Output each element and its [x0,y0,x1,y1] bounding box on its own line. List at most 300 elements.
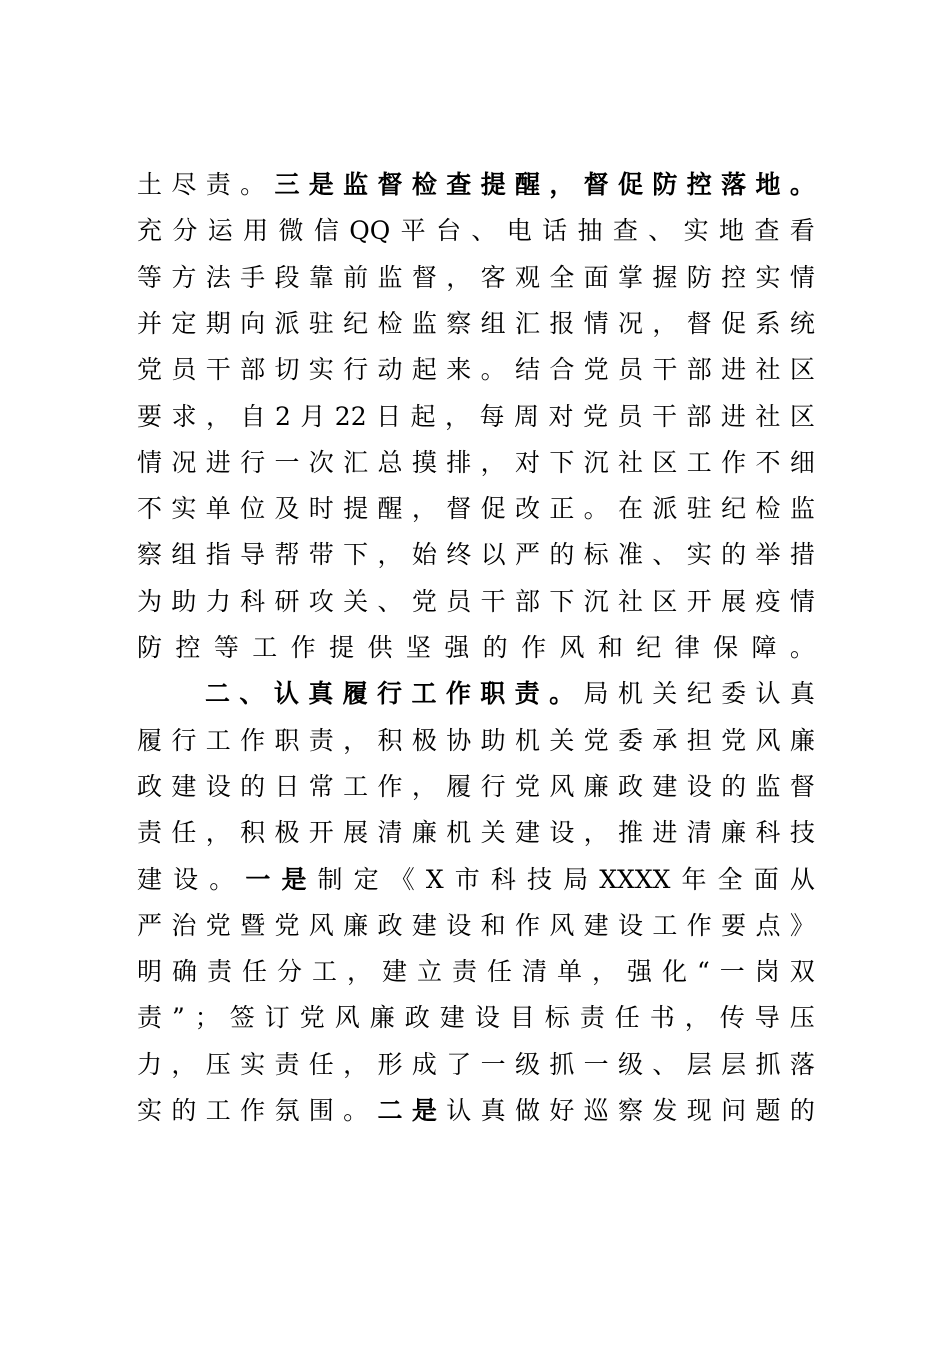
text-glyph: 氛 [274,1096,300,1125]
text-glyph: 发 [652,1096,678,1125]
text-glyph: 真 [789,679,815,709]
text-glyph: 实 [683,216,709,246]
text-glyph: 责 [274,1049,300,1079]
text-glyph: 履 [342,679,368,709]
text-glyph: 工 [205,725,231,755]
text-line [137,211,815,251]
text-glyph: 检 [755,494,781,524]
text-glyph: 三 [274,170,300,199]
text-glyph: 技 [789,818,815,848]
text-glyph: 进 [721,355,747,385]
text-glyph: 时 [308,494,334,524]
text-glyph: 责 [137,1003,163,1033]
text-glyph: 。 [549,679,575,709]
text-glyph: 防 [652,170,678,199]
text-glyph: 向 [240,308,266,338]
text-glyph: 控 [721,262,747,292]
text-glyph: 分 [172,216,198,246]
text-glyph: 和 [597,633,623,662]
text-glyph: 一 [274,447,300,477]
text-glyph: ， [411,494,437,524]
text-glyph: 的 [721,540,747,570]
text-glyph: 暨 [240,910,266,940]
text-glyph: 起 [410,401,436,431]
text-glyph: 抽 [577,216,603,246]
text-glyph: 查 [754,216,780,246]
text-glyph: 察 [446,308,472,338]
text-glyph: 控 [175,633,201,662]
text-glyph: 等 [137,262,163,292]
text-glyph: 以 [480,540,506,570]
text-line [137,1045,815,1085]
text-glyph: 责 [207,957,233,987]
text-glyph: 形 [377,1049,403,1079]
text-glyph: 积 [377,725,403,755]
text-glyph: 实 [240,1049,266,1079]
text-glyph: 签 [229,1003,255,1033]
text-glyph: 建 [439,1003,465,1033]
text-glyph: 系 [755,308,781,338]
text-glyph: 承 [652,725,678,755]
text-glyph: 定 [353,864,379,894]
text-glyph: 监 [755,771,781,801]
text-glyph: 统 [789,308,815,338]
text-line [137,952,815,992]
text-glyph: 、 [652,1049,678,1079]
text-glyph: 风 [549,771,575,801]
text-glyph: 极 [274,818,300,848]
text-glyph: 建 [652,771,678,801]
text-glyph: XXXX [599,864,671,894]
text-line [205,674,815,714]
text-glyph: 担 [686,725,712,755]
text-glyph: 好 [549,1096,575,1125]
text-glyph: 促 [721,308,747,338]
text-glyph: 级 [514,1049,540,1079]
text-glyph: 风 [334,1003,360,1033]
text-glyph: 政 [404,1003,430,1033]
text-glyph: 握 [652,262,678,292]
text-glyph: 观 [514,262,540,292]
text-line [137,998,815,1038]
text-glyph: 客 [480,262,506,292]
text-glyph: 是 [308,170,334,199]
text-glyph: 工 [312,957,338,987]
text-glyph: ， [445,401,471,431]
text-glyph: 、 [471,216,497,246]
text-glyph: 的 [171,1096,197,1125]
text-glyph: 治 [171,910,197,940]
text-glyph: 。 [789,170,815,199]
text-glyph: 部 [686,401,712,431]
text-glyph: 为 [137,586,163,616]
text-glyph: 社 [755,355,781,385]
text-glyph: 。 [343,1096,369,1125]
text-glyph: 准 [618,540,644,570]
text-glyph: 实 [308,355,334,385]
text-glyph: 党 [582,401,608,431]
text-glyph: 区 [652,447,678,477]
text-glyph: 位 [240,494,266,524]
text-glyph: ， [347,957,373,987]
text-glyph: 问 [721,1096,747,1125]
text-glyph: 纪 [636,633,662,662]
text-glyph: 平 [400,216,426,246]
text-glyph: 责 [137,818,163,848]
text-glyph: 政 [137,771,163,801]
text-line [137,860,815,900]
text-glyph: 前 [343,262,369,292]
text-glyph: 展 [721,586,747,616]
text-glyph: 责 [452,957,478,987]
text-glyph: 层 [686,1049,712,1079]
text-glyph: 》 [789,910,815,940]
text-glyph: 社 [618,586,644,616]
text-glyph: 导 [754,1003,780,1033]
text-glyph: 设 [686,771,712,801]
text-glyph: 。 [480,355,506,385]
text-glyph: 党 [721,725,747,755]
text-glyph: 举 [755,540,781,570]
text-glyph: 地 [718,216,744,246]
text-glyph: 展 [343,818,369,848]
text-glyph: 月 [300,401,326,431]
text-glyph: 进 [720,401,746,431]
text-glyph: 巡 [583,1096,609,1125]
text-glyph: 党 [299,1003,325,1033]
text-glyph: 细 [789,447,815,477]
text-glyph: 下 [549,447,575,477]
text-glyph: 、 [377,586,403,616]
text-glyph: 强 [627,957,653,987]
text-glyph: 作 [290,633,316,662]
text-glyph: 风 [549,910,575,940]
text-glyph: 干 [205,355,231,385]
text-glyph: 查 [612,216,638,246]
text-glyph: 求 [171,401,197,431]
text-glyph: 员 [171,355,197,385]
text-line [137,258,815,298]
text-glyph: 地 [755,170,781,199]
text-glyph: 下 [343,540,369,570]
text-glyph: 的 [240,771,266,801]
text-glyph: 攻 [308,586,334,616]
text-glyph: 措 [789,540,815,570]
text-glyph: 工 [411,679,437,709]
text-glyph: 要 [137,401,163,431]
text-glyph: 开 [686,586,712,616]
text-glyph: ， [446,262,472,292]
text-glyph: 面 [583,262,609,292]
text-glyph: 日 [376,401,402,431]
text-glyph: 任 [487,957,513,987]
text-glyph: 履 [137,725,163,755]
text-glyph: 导 [240,540,266,570]
text-glyph: 立 [417,957,443,987]
text-glyph: 作 [721,447,747,477]
text-glyph: 检 [411,170,437,199]
text-glyph: 话 [542,216,568,246]
text-glyph: 监 [377,262,403,292]
text-glyph: 定 [171,308,197,338]
text-glyph: 行 [240,447,266,477]
text-glyph: 尽 [171,170,197,199]
text-glyph: 汇 [514,308,540,338]
text-line [137,304,815,344]
text-glyph: 来 [446,355,472,385]
text-glyph: 障 [751,633,777,662]
text-glyph: 目 [509,1003,535,1033]
text-glyph: 工 [652,910,678,940]
text-glyph: 促 [618,170,644,199]
text-glyph: 指 [205,540,231,570]
text-glyph: 行 [343,355,369,385]
text-glyph: ， [205,401,231,431]
text-glyph: 次 [308,447,334,477]
text-glyph: 设 [618,910,644,940]
text-glyph: 的 [549,540,575,570]
text-glyph: 职 [480,679,506,709]
text-glyph: 力 [137,1049,163,1079]
text-glyph: 从 [789,864,815,894]
text-glyph: 科 [755,818,781,848]
text-glyph: 保 [713,633,739,662]
text-glyph: 建 [382,957,408,987]
text-glyph: 推 [618,818,644,848]
text-glyph: 纪 [343,308,369,338]
text-glyph: 设 [474,1003,500,1033]
text-glyph: ； [194,1003,220,1033]
text-glyph: 标 [544,1003,570,1033]
text-glyph: 实 [755,262,781,292]
text-glyph: 起 [411,355,437,385]
text-glyph: ， [592,957,618,987]
text-glyph: 落 [789,1049,815,1079]
text-glyph: 实 [171,494,197,524]
text-glyph: 。 [583,494,609,524]
text-glyph: 一 [245,864,271,894]
text-glyph: ， [343,725,369,755]
text-glyph: 制 [317,864,343,894]
text-glyph: 情 [789,586,815,616]
text-glyph: 组 [171,540,197,570]
text-glyph: 任 [308,1049,334,1079]
text-line [137,1091,815,1131]
text-glyph: 风 [559,633,585,662]
text-glyph: 点 [755,910,781,940]
text-glyph: 情 [583,308,609,338]
text-glyph: 社 [618,447,644,477]
text-glyph: 及 [274,494,300,524]
text-glyph: 督 [446,494,472,524]
text-glyph: 情 [137,447,163,477]
text-glyph: 察 [137,540,163,570]
text-glyph: 级 [618,1049,644,1079]
text-glyph: 纪 [686,679,712,709]
text-glyph: 干 [652,355,678,385]
text-glyph: 年 [681,864,707,894]
text-glyph: 提 [480,170,506,199]
text-glyph: 党 [205,910,231,940]
text-glyph: 助 [171,586,197,616]
text-glyph: 党 [583,725,609,755]
text-glyph: ， [205,818,231,848]
text-glyph: 的 [482,633,508,662]
text-glyph: 廉 [369,1003,395,1033]
text-glyph: 对 [514,447,540,477]
text-glyph: 工 [343,771,369,801]
text-glyph: 任 [171,818,197,848]
text-glyph: 督 [789,771,815,801]
text-glyph: 。 [789,633,815,662]
text-glyph: 严 [137,910,163,940]
text-glyph: 责 [308,725,334,755]
text-glyph: 监 [789,494,815,524]
text-line [137,535,815,575]
text-glyph: 一 [583,1049,609,1079]
text-glyph: 一 [480,1049,506,1079]
text-glyph: 面 [753,864,779,894]
text-glyph: 微 [278,216,304,246]
text-glyph: 助 [480,725,506,755]
text-glyph: 工 [686,447,712,477]
text-glyph: ， [377,540,403,570]
text-glyph: 供 [367,633,393,662]
text-glyph: 提 [329,633,355,662]
text-glyph: 察 [618,1096,644,1125]
text-glyph: 督 [377,170,403,199]
text-glyph: 设 [446,910,472,940]
text-glyph: 督 [686,308,712,338]
text-line [137,721,815,761]
text-glyph: ， [343,1049,369,1079]
text-glyph: 行 [171,725,197,755]
text-glyph: 传 [719,1003,745,1033]
text-glyph: ， [480,447,506,477]
text-glyph: 防 [686,262,712,292]
text-glyph: 作 [240,725,266,755]
text-glyph: 区 [789,355,815,385]
text-glyph: 员 [617,401,643,431]
text-glyph: 合 [549,355,575,385]
text-glyph: 切 [274,355,300,385]
text-glyph: X [425,864,444,894]
text-line [137,443,815,483]
text-glyph: 局 [583,679,609,709]
text-glyph: 每 [479,401,505,431]
text-glyph: 明 [137,957,163,987]
text-glyph: ， [171,1049,197,1079]
text-glyph: 疫 [755,586,781,616]
text-glyph: 抓 [755,1049,781,1079]
text-glyph: 督 [583,170,609,199]
text-glyph: 不 [137,494,163,524]
text-glyph: 始 [411,540,437,570]
text-glyph: 党 [514,771,540,801]
text-glyph: 责 [579,1003,605,1033]
text-glyph: 双 [789,957,815,987]
text-glyph: 改 [514,494,540,524]
text-line [137,628,815,668]
text-glyph: 职 [274,725,300,755]
text-glyph: 检 [377,308,403,338]
text-glyph: 机 [514,725,540,755]
text-glyph: 分 [277,957,303,987]
text-glyph: 力 [205,586,231,616]
text-glyph: 任 [242,957,268,987]
text-line [137,906,815,946]
text-glyph: 提 [343,494,369,524]
text-glyph: 促 [480,494,506,524]
text-glyph: 清 [522,957,548,987]
text-glyph: 委 [618,725,644,755]
text-glyph: 督 [411,262,437,292]
text-glyph: 正 [549,494,575,524]
text-glyph: 关 [652,679,678,709]
text-glyph: 员 [446,586,472,616]
text-glyph: 研 [274,586,300,616]
text-glyph: 党 [137,355,163,385]
text-glyph: 建 [171,771,197,801]
text-glyph: 开 [308,818,334,848]
text-glyph: 土 [137,170,163,199]
text-glyph: 法 [205,262,231,292]
text-glyph: 认 [446,1096,472,1125]
text-glyph: QQ [349,216,391,246]
text-glyph: 和 [480,910,506,940]
text-glyph: 单 [557,957,583,987]
text-glyph: 极 [411,725,437,755]
text-glyph: 市 [454,864,480,894]
text-glyph: 况 [171,447,197,477]
text-glyph: 一 [719,957,745,987]
text-glyph: 进 [205,447,231,477]
text-glyph: 岗 [754,957,780,987]
text-glyph: 机 [446,818,472,848]
text-glyph: 党 [274,910,300,940]
text-glyph: 2 [274,401,291,431]
text-glyph: 协 [446,725,472,755]
text-glyph: 《 [389,864,415,894]
text-glyph: 机 [617,679,643,709]
text-glyph: 日 [274,771,300,801]
text-glyph: 关 [343,586,369,616]
text-line [137,813,815,853]
text-glyph: 强 [444,633,470,662]
text-glyph: 围 [308,1096,334,1125]
text-glyph: 建 [411,910,437,940]
text-glyph: 沉 [583,447,609,477]
text-glyph: 建 [514,818,540,848]
text-glyph: 靠 [308,262,334,292]
text-glyph: 。 [209,864,235,894]
text-glyph: 动 [377,355,403,385]
text-glyph: 压 [789,1003,815,1033]
text-glyph: ” [172,1003,185,1033]
text-glyph: 实 [686,540,712,570]
text-glyph: 终 [446,540,472,570]
text-glyph: 廉 [343,910,369,940]
text-glyph: 廉 [789,725,815,755]
text-glyph: 部 [686,355,712,385]
text-glyph: 廉 [583,771,609,801]
text-glyph: 层 [721,1049,747,1079]
text-glyph: 压 [205,1049,231,1079]
text-glyph: 积 [240,818,266,848]
text-glyph: 科 [490,864,516,894]
text-glyph: 报 [549,308,575,338]
text-glyph: 真 [480,1096,506,1125]
